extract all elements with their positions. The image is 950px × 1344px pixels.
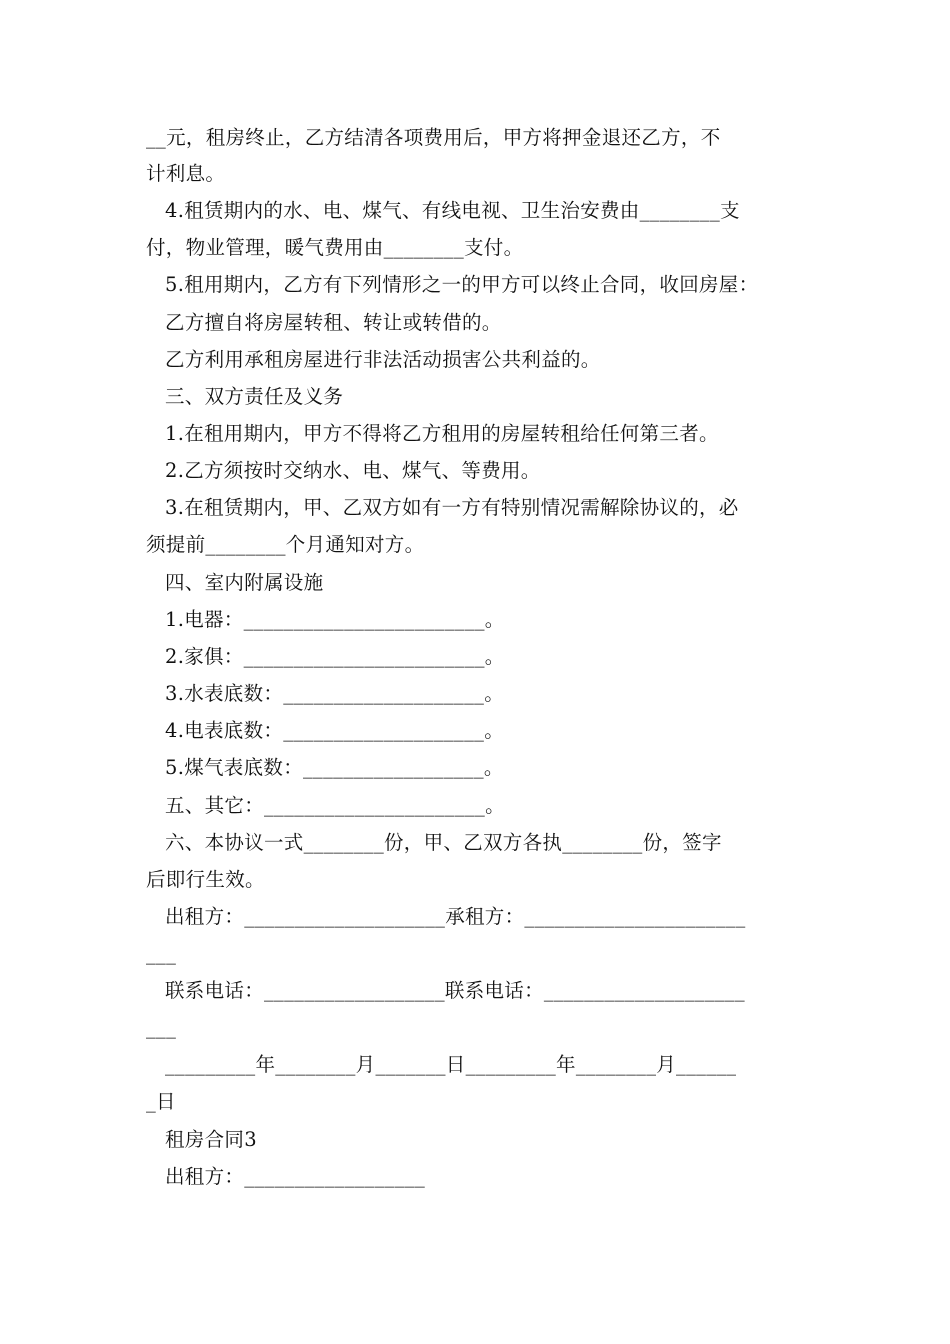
signature-dates-cont: _日 <box>146 1090 176 1113</box>
paragraph-deposit-refund-cont: 计利息。 <box>146 162 226 185</box>
clause-5-termination: 5.租用期内，乙方有下列情形之一的甲方可以终止合同，收回房屋： <box>165 273 759 296</box>
facility-gas-meter: 5.煤气表底数：__________________。 <box>165 756 504 779</box>
section-heading-4: 四、室内附属设施 <box>165 571 324 594</box>
duty-item-2: 2.乙方须按时交纳水、电、煤气、等费用。 <box>165 459 541 482</box>
section-heading-5-other: 五、其它：______________________。 <box>165 794 505 817</box>
signature-phones: 联系电话：__________________联系电话：____________________ <box>165 979 745 1002</box>
contract-3-title: 租房合同3 <box>165 1128 257 1151</box>
signature-parties-cont: ___ <box>146 942 177 965</box>
termination-condition-sublet: 乙方擅自将房屋转租、转让或转借的。 <box>165 311 502 334</box>
facility-furniture: 2.家俱：________________________。 <box>165 645 505 668</box>
duty-item-3-cont: 须提前________个月通知对方。 <box>146 533 425 556</box>
duty-item-1: 1.在租用期内，甲方不得将乙方租用的房屋转租给任何第三者。 <box>165 422 719 445</box>
signature-dates: _________年________月_______日_________年________月______ <box>165 1053 737 1076</box>
section-6-copies: 六、本协议一式________份，甲、乙双方各执________份，签字 <box>165 831 722 854</box>
paragraph-deposit-refund: __元，租房终止，乙方结清各项费用后，甲方将押金退还乙方，不 <box>146 126 721 149</box>
signature-phones-cont: ___ <box>146 1016 177 1039</box>
clause-4-utilities: 4.租赁期内的水、电、煤气、有线电视、卫生治安费由________支 <box>165 199 740 222</box>
section-heading-3: 三、双方责任及义务 <box>165 385 344 408</box>
termination-condition-illegal: 乙方利用承租房屋进行非法活动损害公共利益的。 <box>165 348 601 371</box>
section-6-copies-cont: 后即行生效。 <box>146 868 265 891</box>
facility-appliances: 1.电器：________________________。 <box>165 608 505 631</box>
signature-parties: 出租方：____________________承租方：______________________ <box>165 905 746 928</box>
facility-electric-meter: 4.电表底数：____________________。 <box>165 719 505 742</box>
duty-item-3: 3.在租赁期内，甲、乙双方如有一方有特别情况需解除协议的，必 <box>165 496 739 519</box>
facility-water-meter: 3.水表底数：____________________。 <box>165 682 505 705</box>
contract-3-lessor: 出租方：__________________ <box>165 1165 426 1188</box>
clause-4-utilities-cont: 付，物业管理，暖气费用由________支付。 <box>146 236 524 259</box>
